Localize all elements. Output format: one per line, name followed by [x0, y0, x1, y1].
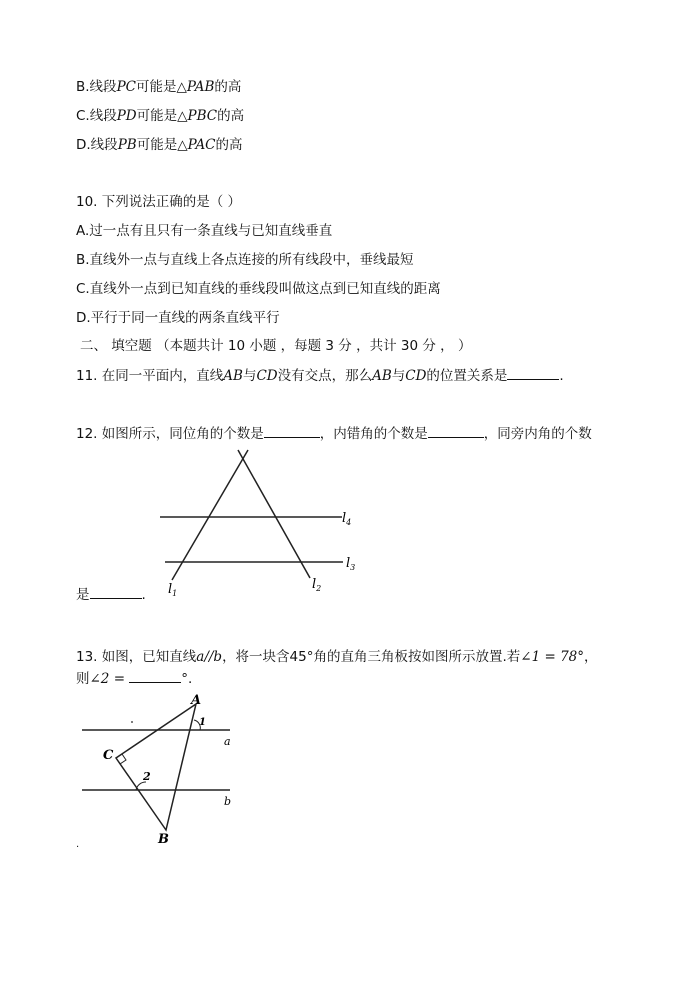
q-text: 13. 如图，已知直线: [76, 649, 197, 665]
option-text: 的高: [214, 79, 242, 95]
label-line-a: a: [224, 735, 231, 748]
angle-label: ∠2 =: [89, 671, 130, 687]
label-l3: $l_3$: [346, 556, 356, 572]
label-l2: $l_2$: [312, 577, 322, 593]
answer-blank[interactable]: [428, 424, 484, 438]
q-text: ，: [584, 649, 598, 665]
label-c-vertex: C: [103, 748, 114, 763]
dot-mark: [131, 721, 133, 723]
q-text: ，内错角的个数是: [319, 426, 428, 442]
triangle-abc: [116, 704, 196, 830]
option-text: 可能是△: [136, 108, 188, 124]
q-text: 的位置关系是: [426, 368, 508, 384]
line-label: AB: [223, 368, 243, 384]
option-text: D.线段: [76, 137, 118, 153]
question-13: [76, 648, 598, 666]
angle-label: ∠1 = 78°: [520, 649, 585, 665]
q-text: .: [559, 368, 564, 384]
option-text: C.线段: [76, 108, 117, 124]
label-b-vertex: B: [158, 832, 169, 847]
triangle-label: PBC: [187, 108, 218, 124]
q13-figure: [76, 690, 256, 850]
q-text: °.: [181, 671, 193, 687]
option-10a: A.过一点有且只有一条直线与已知直线垂直: [76, 223, 333, 239]
option-9c: [76, 107, 244, 125]
triangle-label: PAB: [186, 79, 215, 95]
answer-blank[interactable]: [264, 424, 320, 438]
label-angle-2: 2: [143, 770, 151, 783]
option-10b: B.直线外一点与直线上各点连接的所有线段中，垂线最短: [76, 252, 414, 268]
question-11: [76, 366, 564, 385]
q-text: 没有交点，那么: [277, 368, 373, 384]
section-title: 二、 填空题 （本题共计 10 小题 ，每题 3 分 ，共计 30 分 ， ）: [80, 338, 472, 354]
option-10c: C.直线外一点到已知直线的垂线段叫做这点到已知直线的距离: [76, 281, 441, 297]
label-a-vertex: A: [191, 693, 202, 708]
label-angle-1: 1: [199, 717, 206, 728]
q-text: 11. 在同一平面内，直线: [76, 368, 224, 384]
label-l1: $l_1$: [168, 582, 178, 598]
line-l2: [238, 450, 310, 578]
line-label: CD: [256, 368, 278, 384]
question-12: [76, 424, 592, 443]
option-10d: D.平行于同一直线的两条直线平行: [76, 310, 280, 326]
line-label: CD: [405, 368, 427, 384]
option-9d: [76, 136, 243, 154]
question-12-tail: [76, 585, 146, 604]
segment-label: PC: [116, 79, 136, 95]
option-9b: [76, 78, 241, 96]
q-text: ，将一块含45°角的直角三角板按如图所示放置.若: [222, 649, 521, 665]
option-text: 的高: [217, 108, 245, 124]
question-13-line2: [76, 669, 192, 688]
question-10-stem: 10. 下列说法正确的是（ ）: [76, 194, 242, 210]
q12-figure: [150, 448, 380, 608]
option-text: 可能是△: [135, 79, 187, 95]
answer-blank[interactable]: [507, 366, 559, 380]
answer-blank[interactable]: [90, 585, 142, 599]
q-text: 与: [391, 368, 406, 384]
label-l4: $l_4$: [342, 511, 352, 527]
option-text: B.线段: [76, 79, 117, 95]
stray-dot: .: [76, 839, 80, 850]
q-text: .: [141, 587, 146, 603]
line-label: AB: [372, 368, 392, 384]
q-text: 则: [76, 671, 90, 687]
q-text: 是: [76, 587, 90, 603]
answer-blank[interactable]: [129, 669, 181, 683]
segment-label: PB: [117, 137, 137, 153]
option-text: 的高: [215, 137, 243, 153]
q-text: 与: [242, 368, 257, 384]
parallel-label: a//b: [196, 649, 223, 665]
option-text: 可能是△: [136, 137, 188, 153]
q-text: 12. 如图所示，同位角的个数是: [76, 426, 264, 442]
q-text: ，同旁内角的个数: [483, 426, 592, 442]
line-l1: [172, 450, 248, 580]
segment-label: PD: [116, 108, 137, 124]
label-line-b: b: [224, 795, 232, 808]
triangle-label: PAC: [187, 137, 216, 153]
